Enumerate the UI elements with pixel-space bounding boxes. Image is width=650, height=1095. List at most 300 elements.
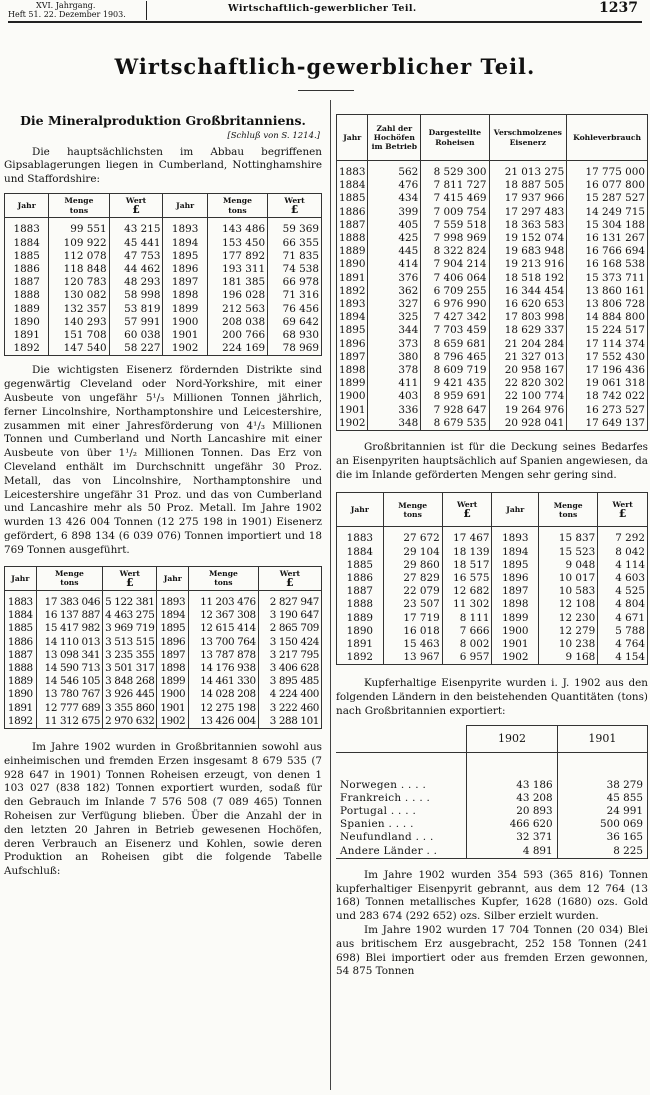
table-cell: 23 507	[383, 598, 442, 611]
col-jahr: Jahr	[163, 193, 207, 217]
table-cell: 8 322 824	[421, 245, 489, 258]
table-cell: 1887	[5, 649, 37, 662]
table-cell: 8 042	[598, 546, 648, 559]
table-cell: 1887	[337, 219, 368, 232]
table-cell: 5 788	[598, 625, 648, 638]
table-cell: 132 357	[49, 303, 109, 316]
table-cell: 196 028	[207, 289, 267, 302]
table-cell: 403	[368, 390, 421, 403]
table-cell: 17 114 374	[567, 338, 648, 351]
table-cell: 380	[368, 351, 421, 364]
table-cell: 43 186	[467, 752, 557, 792]
table-cell: 16 575	[442, 572, 492, 585]
table-cell: 18 629 337	[489, 324, 567, 337]
table-cell: 17 719	[383, 612, 442, 625]
table-cell: 74 538	[268, 263, 322, 276]
col-jahr: Jahr	[5, 566, 37, 590]
table-row	[337, 585, 648, 598]
table-cell: 344	[368, 324, 421, 337]
table-cell: 3 150 424	[258, 636, 321, 649]
table-cell: 1884	[337, 546, 384, 559]
table-cell: 399	[368, 206, 421, 219]
table-cell: 53 819	[109, 303, 163, 316]
table-cell: 1883	[5, 218, 49, 237]
table-cell: 1891	[337, 638, 384, 651]
table-cell: 24 991	[557, 805, 647, 818]
table-cell: 1894	[157, 609, 189, 622]
table-cell: 4 891	[467, 845, 557, 859]
table-cell: 19 264 976	[489, 404, 567, 417]
table-cell: 1889	[5, 303, 49, 316]
table-cell: 325	[368, 311, 421, 324]
table-cell: 1896	[492, 572, 539, 585]
table-cell: 17 196 436	[567, 364, 648, 377]
table-cell: 60 038	[109, 329, 163, 342]
table-cell: 44 462	[109, 263, 163, 276]
table-cell: 43 215	[109, 218, 163, 237]
table-cell: 66 355	[268, 237, 322, 250]
table-cell: 1901	[157, 702, 189, 715]
table-cell: 405	[368, 219, 421, 232]
table-cell: 13 700 764	[189, 636, 259, 649]
col-jahr: Jahr	[337, 493, 384, 527]
header-bracket	[146, 1, 147, 20]
table-cell: 1899	[492, 612, 539, 625]
table-cell: 1896	[163, 263, 207, 276]
table-row	[5, 316, 322, 329]
table-cell: 4 764	[598, 638, 648, 651]
table-cell: 8 959 691	[421, 390, 489, 403]
table-cell: 1884	[337, 179, 368, 192]
table-cell: 1898	[337, 364, 368, 377]
table-cell: 1893	[492, 527, 539, 546]
col-menge-unit: tons	[558, 509, 578, 519]
table-cell: 1885	[337, 559, 384, 572]
table-cell: 18 139	[442, 546, 492, 559]
paragraph-kupfer: Kupferhaltige Eisenpyrite wurden i. J. 1902 aus den folgenden Ländern in den beistehenden Quantitäten (tons) nach Großbritannien exportiert:	[336, 677, 648, 718]
table-row	[337, 625, 648, 638]
col-menge-label: Menge	[223, 196, 252, 206]
table-cell: 19 213 916	[489, 258, 567, 271]
table-cell: 13 860 161	[567, 285, 648, 298]
table-cell: 1885	[5, 250, 49, 263]
table-cell: 58 998	[109, 289, 163, 302]
table-cell: 18 517	[442, 559, 492, 572]
running-section-title: Wirtschaftlich-gewerblicher Teil.	[228, 3, 417, 14]
table-cell: 7 292	[598, 527, 648, 546]
table-cell: 43 208	[467, 792, 557, 805]
table-cell: 48 293	[109, 276, 163, 289]
table-row	[5, 622, 322, 635]
table-cell: 19 683 948	[489, 245, 567, 258]
table-cell: 3 513 515	[103, 636, 157, 649]
table-cell: 18 887 505	[489, 179, 567, 192]
col-year-1902: 1902	[467, 725, 557, 752]
table-cell: 348	[368, 417, 421, 431]
table-cell: 3 926 445	[103, 688, 157, 701]
table-cell: 1890	[5, 688, 37, 701]
table-cell: 19 152 074	[489, 232, 567, 245]
table-row	[337, 351, 648, 364]
col-menge	[207, 193, 267, 217]
table-cell: 1895	[163, 250, 207, 263]
table-cell: 12 275 198	[189, 702, 259, 715]
table-header-row	[337, 493, 648, 527]
issue-number: Heft 51. 22. Dezember 1903.	[8, 10, 126, 19]
table-cell: 57 991	[109, 316, 163, 329]
table-cell: 8 002	[442, 638, 492, 651]
table-cell: 22 100 774	[489, 390, 567, 403]
table-cell: 15 463	[383, 638, 442, 651]
table-cell: 1899	[157, 675, 189, 688]
table-row	[337, 546, 648, 559]
table-cell: 327	[368, 298, 421, 311]
table-cell: 1890	[337, 625, 384, 638]
table-row	[337, 179, 648, 192]
table-cell: 66 978	[268, 276, 322, 289]
table-cell: 17 467	[442, 527, 492, 546]
eisenerz-table	[4, 566, 322, 729]
table-cell: 15 304 188	[567, 219, 648, 232]
table-cell: 12 367 308	[189, 609, 259, 622]
table-cell: 1902	[492, 651, 539, 665]
table-row	[336, 831, 648, 844]
table-row	[337, 311, 648, 324]
paragraph-roheisen: Im Jahre 1902 wurden in Großbritannien sowohl aus einheimischen und fremden Erzen insgesamt 8 679 535 (7 928 647 in 1901) Tonnen Roheisen erzeugt, von denen 1 103 027 (838 182) Tonnen exportiert wurden, sodaß für den Gebrauch im Inlande 7 576 508 (7 089 465) Tonnen Roheisen zur Verfügung blieben. Über die Anzahl der in den letzten 20 Jahren in Betrieb gewesenen Hochöfen, deren Verbrauch an Eisenerz und Kohlen, sowie deren Produktion an Roheisen gibt die folgende Tabelle Aufschluß:	[4, 741, 322, 878]
table-cell: 12 777 689	[36, 702, 102, 715]
table-cell: 1892	[337, 285, 368, 298]
table-cell: 1892	[5, 715, 37, 729]
table-cell: 15 523	[539, 546, 598, 559]
col-wert-unit: £	[125, 575, 134, 589]
table-cell: 1899	[163, 303, 207, 316]
table-cell: 1895	[492, 559, 539, 572]
table-cell: 1896	[157, 636, 189, 649]
table-cell: 10 583	[539, 585, 598, 598]
table-row	[337, 219, 648, 232]
table-cell: 1900	[157, 688, 189, 701]
table-cell: 38 279	[557, 752, 647, 792]
table-row	[5, 276, 322, 289]
table-cell: 7 406 064	[421, 272, 489, 285]
table-cell: 140 293	[49, 316, 109, 329]
table-cell: 14 249 715	[567, 206, 648, 219]
table-cell: 1893	[163, 218, 207, 237]
col-wert-label: Wert	[125, 195, 147, 205]
table-cell: 4 224 400	[258, 688, 321, 701]
table-cell: 16 131 267	[567, 232, 648, 245]
table-cell: 59 369	[268, 218, 322, 237]
table-cell: 373	[368, 338, 421, 351]
table-cell: 1890	[5, 316, 49, 329]
table-cell: 362	[368, 285, 421, 298]
table-header-row	[5, 193, 322, 217]
col-jahr: Jahr	[337, 115, 368, 161]
table-cell: 4 525	[598, 585, 648, 598]
table-cell: 7 703 459	[421, 324, 489, 337]
col-wert-unit: £	[132, 203, 140, 217]
table-cell: 10 017	[539, 572, 598, 585]
table-cell: 8 225	[557, 845, 647, 859]
table-row	[337, 612, 648, 625]
table-cell: 8 111	[442, 612, 492, 625]
table-row	[5, 675, 322, 688]
table-cell: 36 165	[557, 831, 647, 844]
table-cell: 8 659 681	[421, 338, 489, 351]
table-cell: 12 682	[442, 585, 492, 598]
table-cell: 1889	[337, 612, 384, 625]
table-cell: 1891	[337, 272, 368, 285]
table-cell: 14 110 013	[36, 636, 102, 649]
table-cell: 17 297 483	[489, 206, 567, 219]
continuation-note: [Schluß von S. 1214.]	[227, 130, 320, 141]
table-cell: 414	[368, 258, 421, 271]
paragraph-kupfer-brand: Im Jahre 1902 wurden 354 593 (365 816) Tonnen kupferhaltiger Eisenpyrit gebrannt, aus dem 12 764 (13 168) Tonnen metallisches Kupfer, 1628 (1680) ozs. Gold und 283 674 (292 652) ozs. Silber erzielt wurden.	[336, 868, 648, 923]
table-cell: Norwegen . . . .	[336, 752, 467, 792]
col-menge	[49, 193, 109, 217]
table-cell: 17 775 000	[567, 161, 648, 180]
table-cell: 47 753	[109, 250, 163, 263]
table-cell: 1899	[337, 377, 368, 390]
table-cell: Andere Länder . .	[336, 845, 467, 859]
table-cell: 14 590 713	[36, 662, 102, 675]
article-title: Die Mineralproduktion Großbritanniens.	[20, 113, 306, 128]
col-wert	[268, 193, 322, 217]
table-cell: 378	[368, 364, 421, 377]
table-cell: 17 937 966	[489, 192, 567, 205]
page-number: 1237	[599, 0, 638, 16]
table-cell: 9 168	[539, 651, 598, 665]
table-cell: 7 009 754	[421, 206, 489, 219]
table-cell: 9 421 435	[421, 377, 489, 390]
table-cell: 13 426 004	[189, 715, 259, 729]
table-cell: 224 169	[207, 342, 267, 356]
kupfer-table	[336, 725, 648, 859]
table-cell: 1883	[5, 590, 37, 609]
table-cell: 6 957	[442, 651, 492, 665]
table-cell: 45 855	[557, 792, 647, 805]
table-cell: 153 450	[207, 237, 267, 250]
table-row	[337, 338, 648, 351]
table-cell: 16 168 538	[567, 258, 648, 271]
table-row	[337, 390, 648, 403]
table-row	[337, 572, 648, 585]
table-cell: 9 048	[539, 559, 598, 572]
table-cell: 14 546 105	[36, 675, 102, 688]
table-row	[337, 285, 648, 298]
table-cell: 29 104	[383, 546, 442, 559]
table-cell: 16 137 887	[36, 609, 102, 622]
table-cell: 1891	[5, 329, 49, 342]
table-cell: 177 892	[207, 250, 267, 263]
table-cell: 1901	[492, 638, 539, 651]
col-menge-unit: tons	[69, 205, 89, 215]
table-cell: 445	[368, 245, 421, 258]
table-cell: 3 217 795	[258, 649, 321, 662]
table-cell: 16 620 653	[489, 298, 567, 311]
table-row	[337, 377, 648, 390]
table-cell: 109 922	[49, 237, 109, 250]
col-menge-label: Menge	[398, 500, 428, 510]
table-row	[5, 218, 322, 237]
col-jahr: Jahr	[157, 566, 189, 590]
table-row	[5, 715, 322, 729]
col-menge	[383, 493, 442, 527]
table-cell: 336	[368, 404, 421, 417]
table-row	[337, 638, 648, 651]
table-cell: 1896	[337, 338, 368, 351]
table-cell: 68 930	[268, 329, 322, 342]
table-cell: 1888	[5, 289, 49, 302]
table-cell: 21 204 284	[489, 338, 567, 351]
table-cell: 1897	[492, 585, 539, 598]
col-menge-label: Menge	[64, 196, 94, 206]
table-cell: 7 904 214	[421, 258, 489, 271]
table-cell: 1894	[163, 237, 207, 250]
table-cell: 212 563	[207, 303, 267, 316]
table-cell: 7 928 647	[421, 404, 489, 417]
table-cell: 16 018	[383, 625, 442, 638]
table-cell: 411	[368, 377, 421, 390]
table-row	[337, 559, 648, 572]
table-cell: 78 969	[268, 342, 322, 356]
table-row	[337, 324, 648, 337]
table-cell: 32 371	[467, 831, 557, 844]
table-cell: 16 766 694	[567, 245, 648, 258]
table-cell: 20 928 041	[489, 417, 567, 431]
table-cell: 1893	[337, 298, 368, 311]
table-cell: 1902	[337, 417, 368, 431]
table-row	[337, 272, 648, 285]
col-wert-unit: £	[618, 507, 627, 521]
table-cell: 193 311	[207, 263, 267, 276]
table-cell: 14 028 208	[189, 688, 259, 701]
table-row	[5, 636, 322, 649]
table-cell: 14 884 800	[567, 311, 648, 324]
table-cell: 1897	[163, 276, 207, 289]
col-jahr: Jahr	[492, 493, 539, 527]
table-cell: 1891	[5, 702, 37, 715]
table-cell: 1886	[5, 636, 37, 649]
col-wert	[442, 493, 492, 527]
table-cell: 18 363 583	[489, 219, 567, 232]
table-cell: 69 642	[268, 316, 322, 329]
table-row	[337, 527, 648, 546]
table-cell: 1886	[5, 263, 49, 276]
table-cell: 18 742 022	[567, 390, 648, 403]
issue-volume: XVI. Jahrgang.	[36, 1, 96, 10]
table-row	[5, 702, 322, 715]
table-row	[337, 245, 648, 258]
issue-info	[8, 1, 126, 19]
table-cell: 3 895 485	[258, 675, 321, 688]
table-cell: 1883	[337, 527, 384, 546]
table-cell: 27 829	[383, 572, 442, 585]
col-menge-label: Menge	[208, 569, 238, 579]
table-cell: 4 671	[598, 612, 648, 625]
table-cell: 1895	[157, 622, 189, 635]
table-row	[5, 662, 322, 675]
table-cell: 200 766	[207, 329, 267, 342]
table-cell: 15 373 711	[567, 272, 648, 285]
hochofen-table	[336, 114, 648, 431]
table-cell: 118 848	[49, 263, 109, 276]
table-cell: 15 287 527	[567, 192, 648, 205]
col-menge-label: Menge	[553, 500, 583, 510]
table-cell: 20 958 167	[489, 364, 567, 377]
table-cell: 18 518 192	[489, 272, 567, 285]
table-cell: 8 529 300	[421, 161, 489, 180]
table-cell: 45 441	[109, 237, 163, 250]
col-wert-label: Wert	[456, 500, 478, 510]
table-cell: 1887	[5, 276, 49, 289]
table-cell: 27 672	[383, 527, 442, 546]
table-cell: 1898	[157, 662, 189, 675]
table-row	[5, 303, 322, 316]
table-cell: 1900	[337, 390, 368, 403]
table-cell: 466 620	[467, 818, 557, 831]
table-cell: 1901	[163, 329, 207, 342]
table-cell: 7 998 969	[421, 232, 489, 245]
table-cell: 14 176 938	[189, 662, 259, 675]
table-row	[336, 805, 648, 818]
table-cell: 21 013 275	[489, 161, 567, 180]
table-cell: 13 967	[383, 651, 442, 665]
table-cell: 376	[368, 272, 421, 285]
table-cell: 99 551	[49, 218, 109, 237]
gips-table	[4, 193, 322, 356]
table-row	[5, 590, 322, 609]
table-cell: 147 540	[49, 342, 109, 356]
table-cell: 6 709 255	[421, 285, 489, 298]
table-row	[337, 598, 648, 611]
table-row	[5, 342, 322, 356]
table-cell: 1895	[337, 324, 368, 337]
table-cell: 2 827 947	[258, 590, 321, 609]
col-wert	[258, 566, 321, 590]
table-cell: 12 230	[539, 612, 598, 625]
table-cell: 7 427 342	[421, 311, 489, 324]
left-column	[4, 100, 322, 879]
table-cell: 14 461 330	[189, 675, 259, 688]
table-cell: 1888	[337, 232, 368, 245]
table-row	[336, 845, 648, 859]
table-cell: 4 463 275	[103, 609, 157, 622]
table-cell: 13 780 767	[36, 688, 102, 701]
table-cell: 11 312 675	[36, 715, 102, 729]
col-wert-label: Wert	[279, 568, 300, 578]
col-menge-unit: tons	[403, 509, 422, 519]
header-rule	[8, 21, 642, 23]
table-cell: 71 835	[268, 250, 322, 263]
col-wert-unit: £	[463, 507, 471, 521]
table-row	[5, 237, 322, 250]
table-cell: 22 079	[383, 585, 442, 598]
table-cell: 130 082	[49, 289, 109, 302]
table-cell: 1901	[337, 404, 368, 417]
table-cell: 1889	[5, 675, 37, 688]
table-cell: 29 860	[383, 559, 442, 572]
col-menge-unit: tons	[214, 578, 233, 588]
paragraph-pyrite: Großbritannien ist für die Deckung seines Bedarfes an Eisenpyriten hauptsächlich auf Spanien angewiesen, da die im Inlande geförderten Mengen sehr gering sind.	[336, 441, 648, 481]
table-cell: 12 615 414	[189, 622, 259, 635]
table-row	[5, 250, 322, 263]
col-menge	[189, 566, 259, 590]
table-cell: 1890	[337, 258, 368, 271]
table-cell: 3 235 355	[103, 649, 157, 662]
table-cell: 3 190 647	[258, 609, 321, 622]
table-cell: 13 806 728	[567, 298, 648, 311]
